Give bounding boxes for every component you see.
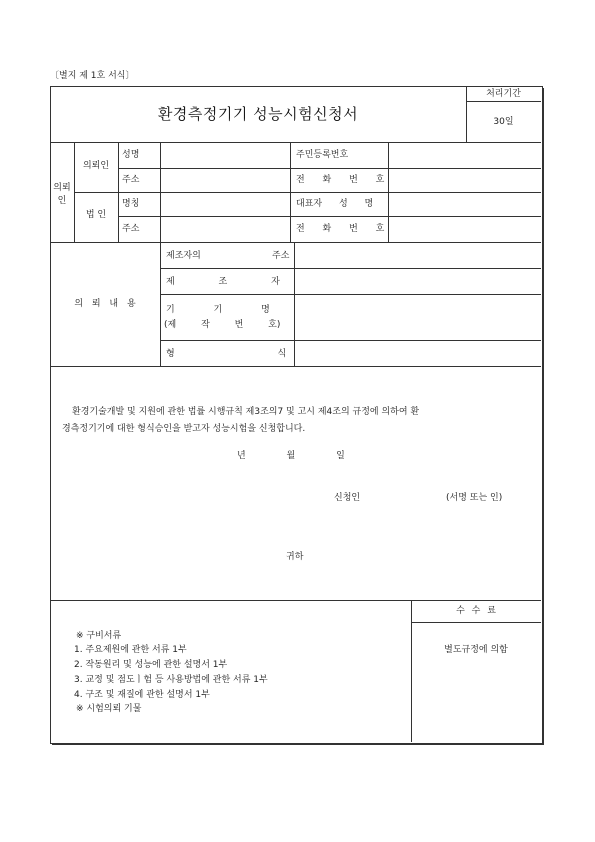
maker-address-label: 제조자의 [166,251,201,261]
resident-id-label: 주민등록번호 [296,150,349,160]
date-line: 년 월 일 [237,451,345,461]
model-label: 형 식 [166,349,287,359]
attachment-note: ※ 시험의뢰 기물 [76,704,142,714]
attachment-item-1: 1. 주요제원에 관한 서류 1부 [74,645,187,655]
resident-id-field[interactable] [389,143,540,167]
applicant-sign-label: 신청인 [334,493,361,503]
representative-label: 대표자 성 명 [296,199,374,209]
corp-phone-field[interactable] [389,217,540,241]
statement-line-1: 환경기술개발 및 지원에 관한 법률 시행규칙 제3조의7 및 고시 제4조의 규정에 의하여 환 [72,407,420,417]
attachments-header: ※ 구비서류 [76,631,122,641]
attachment-item-3: 3. 교정 및 점도ㅣ험 등 사용방법에 관한 서류 1부 [74,675,268,685]
corp-name-label: 명칭 [122,199,140,209]
phone-field[interactable] [389,169,540,191]
applicant-sign-field[interactable] [372,488,444,504]
maker-label: 제 조 자 [166,277,280,287]
processing-period-label: 처리기간 [486,89,521,99]
applicant-group-label: 의뢰인 [53,183,71,206]
maker-address-field[interactable] [295,243,540,267]
corp-address-field[interactable] [161,217,289,241]
corp-phone-label: 전 화 번 호 [296,224,385,234]
phone-label: 전 화 번 호 [296,175,385,185]
attachment-item-4: 4. 구조 및 재질에 관한 설명서 1부 [74,690,210,700]
address-field[interactable] [161,169,289,191]
attachment-item-2: 2. 작동원리 및 성능에 관한 설명서 1부 [74,660,228,670]
serial-number-label: (제 작 번 호) [164,320,281,330]
fee-value: 별도규정에 의함 [444,645,508,655]
form-number: 〔별지 제 1호 서식〕 [50,71,135,81]
name-field[interactable] [161,143,289,167]
name-label: 성명 [122,150,140,160]
representative-field[interactable] [389,193,540,215]
applicant-corp-label: 법 인 [85,210,107,220]
device-name-label: 기 기 명 [166,305,270,315]
signature-note: (서명 또는 인) [446,493,503,503]
applicant-person-label: 의뢰인 [82,161,110,171]
fee-label: 수 수 료 [456,606,496,616]
device-name-field[interactable] [295,295,540,339]
processing-period-value: 30일 [493,117,514,127]
maker-field[interactable] [295,269,540,293]
address-label: 주소 [122,175,140,185]
corp-address-label: 주소 [122,224,140,234]
model-field[interactable] [295,341,540,365]
maker-address-suffix: 주소 [272,251,290,261]
statement-line-2: 경측정기기에 대한 형식승인을 받고자 성능시험을 신청합니다. [62,424,306,434]
form-title: 환경측정기기 성능시험신청서 [157,105,359,123]
request-label: 의 뢰 내 용 [74,299,136,309]
corp-name-field[interactable] [161,193,289,215]
addressee: 귀하 [286,552,304,562]
